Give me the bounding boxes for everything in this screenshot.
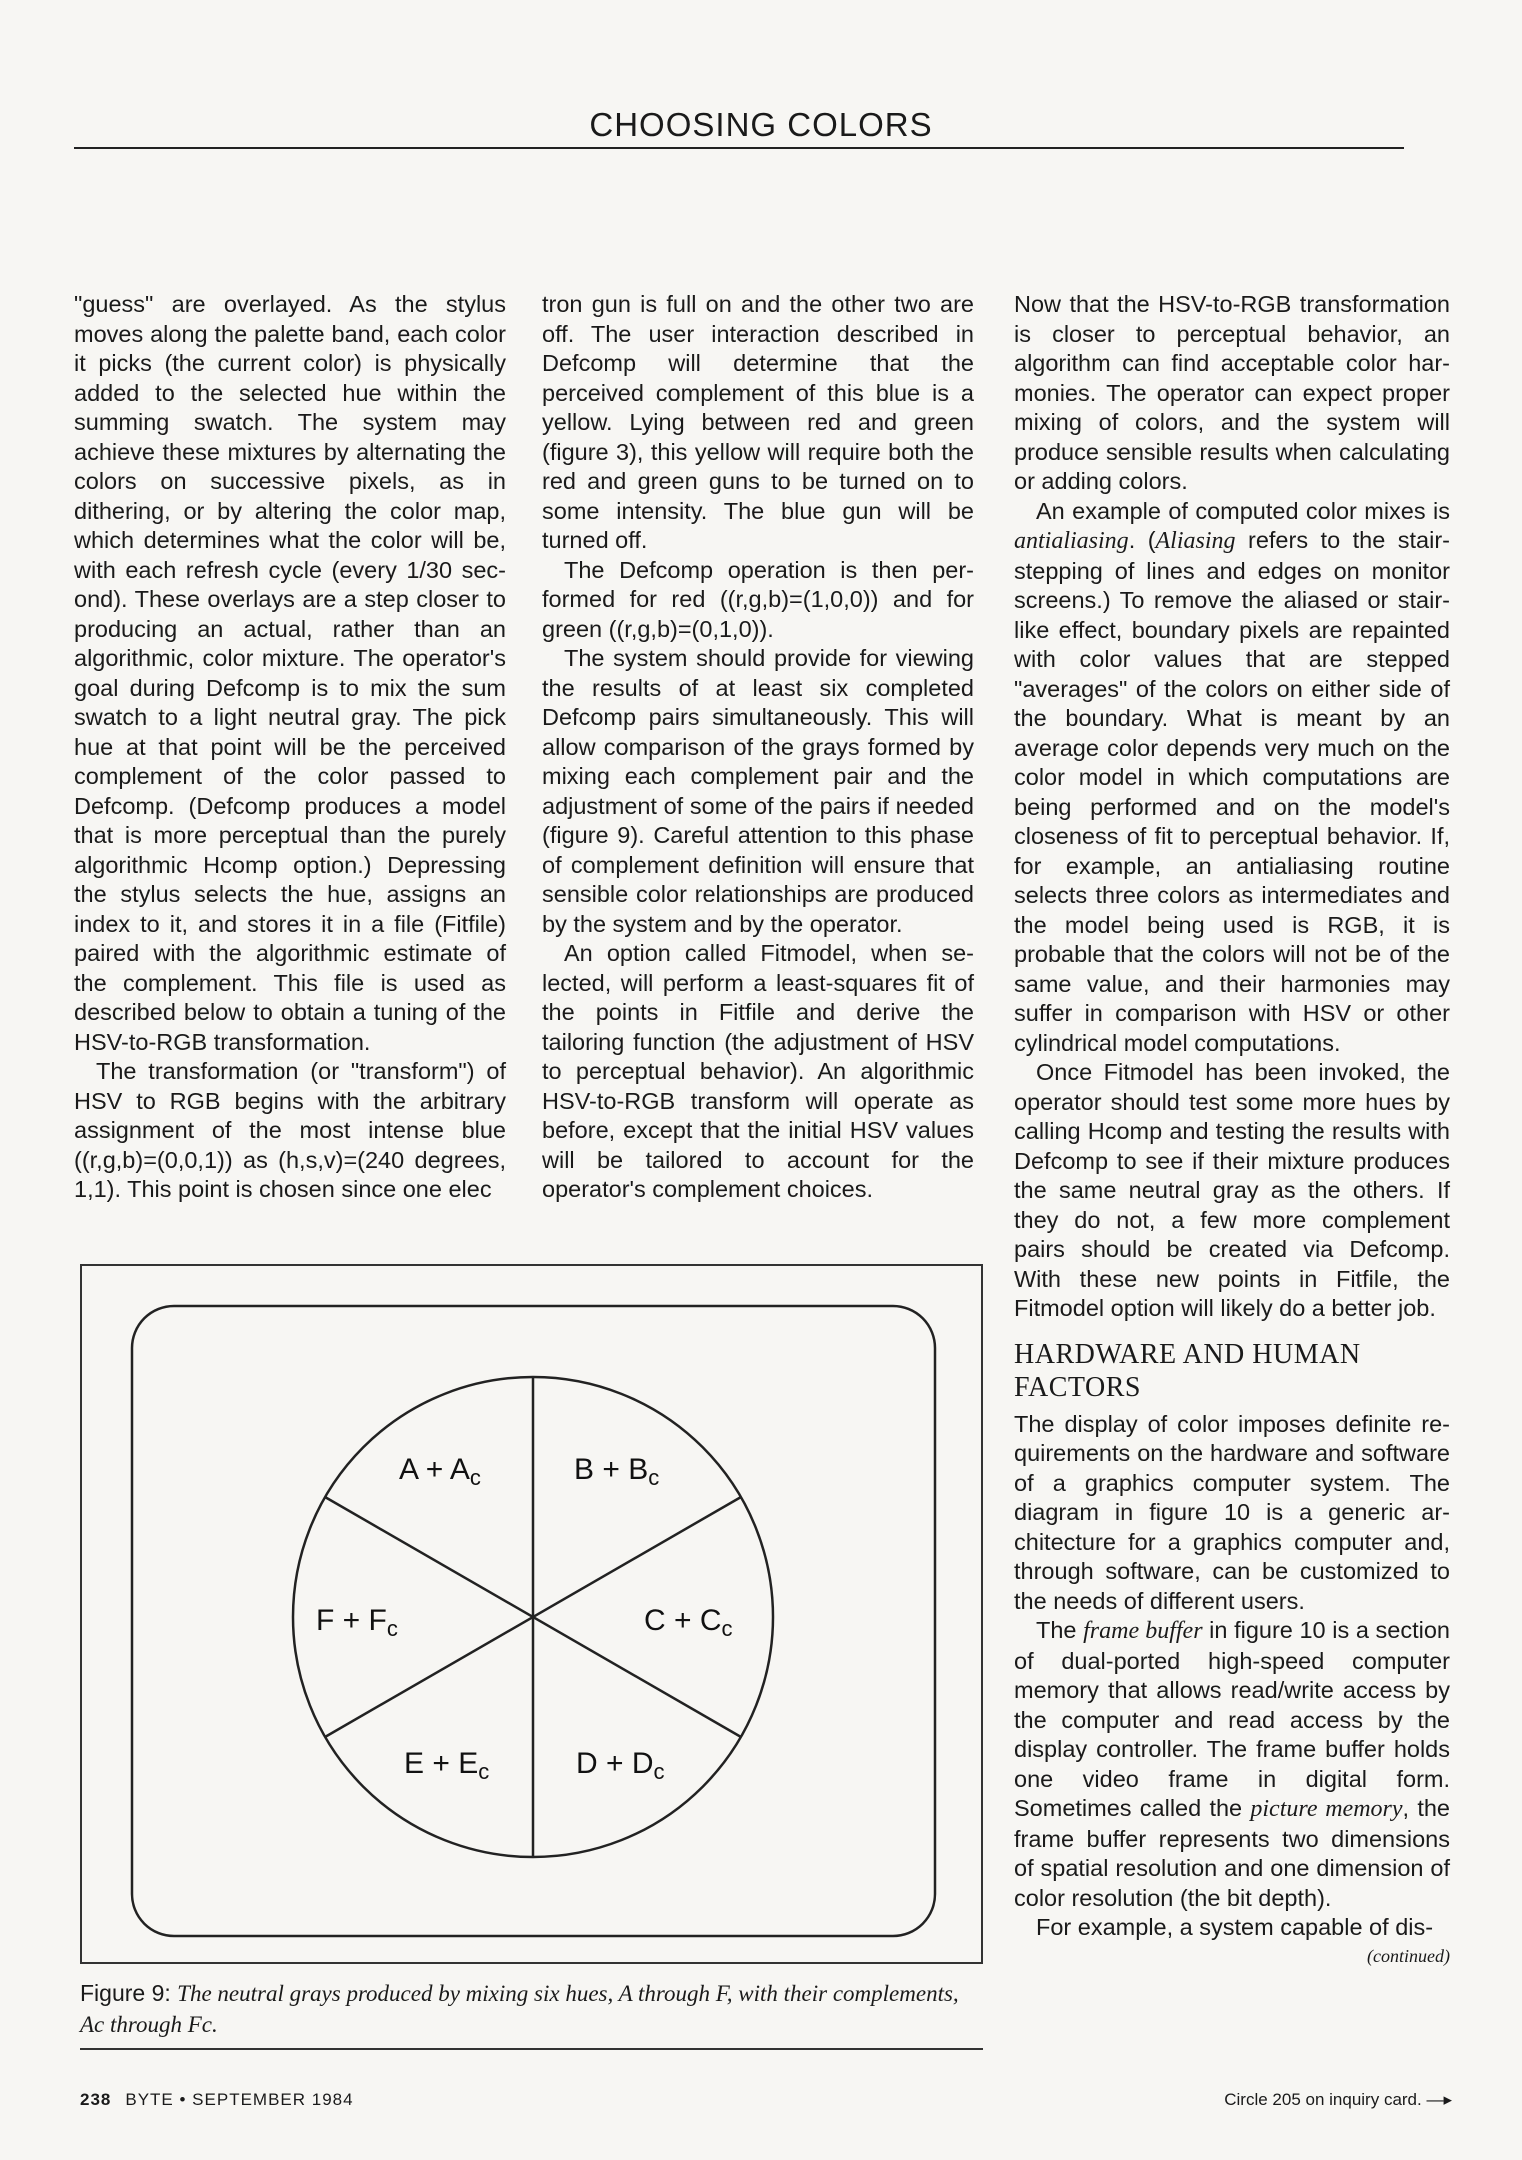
paragraph: tron gun is full on and the other two are off. The user interaction described in Defcomp will determine that the perceived complement of this blue is a yellow. Lying between red and green (figure 3), this yellow will require both the red and green guns to be turned on to some intensity. The blue gun will be turned off. [542,291,974,553]
text-run: refers to the stairstepping of lines and edges on monitor screens.) To remove the aliased or stairlike effect, boundary pixels are repainted with color values that are stepped "averages" of the colors on either side of the boundary. What is meant by an average color depends very much on the color model in which computations are being performed and on the model's closeness of fit to perceptual behavior. If, for example, an antialiasing routine selects three colors as intermediates and the model being used is RGB, it is probable that the colors will not be of the same value, and their harmonies may suffer in comparison with HSV or other cylindrical model computations. [1014,527,1450,1056]
label-main: E + E [404,1747,479,1780]
continued-note: (continued) [1367,1945,1450,1966]
label-main: F + F [316,1604,387,1637]
label-subscript: c [386,1616,398,1641]
label-subscript: c [478,1759,490,1784]
paragraph: An option called Fitmodel, when selected, will perform a least-squares fit of the points in Fitfile and derive the tailoring function (the adjustment of HSV to perceptual behavior). An algorithmic HSV-to-RGB transform will operate as before, except that the initial HSV values will be tailored to account for the operator's complement choices. [542,940,974,1202]
wheel-label-a [399,1453,481,1490]
text-column-2 [542,290,974,1205]
wheel-label-b [574,1453,659,1490]
paragraph: "guess" are overlayed. As the stylus moves along the palette band, each color it picks (the current color) is physically added to the selected hue within the summing swatch. The system may achieve these mixtures by alternating the colors on successive pixels, as in dithering, or by altering the color map, which determines what the color will be, with each refresh cycle (every 1/30 second). These overlays are a step closer to producing an actual, rather than an algorithmic, color mixture. The operator's goal during Defcomp is to mix the sum swatch to a light neutral gray. The pick hue at that point will be the perceived complement of the color passed to Defcomp. (Defcomp produces a model that is more perceptual than the purely algorithmic Hcomp option.) Depressing the stylus selects the hue, assigns an index to it, and stores it in a file (Fitfile) paired with the algorithmic estimate of the complement. This file is used as described below to obtain a tuning of the HSV-to-RGB transformation. [74,291,506,1055]
label-subscript: c [469,1465,481,1490]
paragraph: The system should provide for viewing the results of at least six completed Defcomp pairs simultaneously. This will allow comparison of the grays formed by mixing each complement pair and the adjustment of some of the pairs if needed (figure 9). Careful attention to this phase of complement definition will ensure that sensible color relationships are produced by the system and by the operator. [542,645,974,937]
figure-caption [80,1978,983,2040]
page-number: 238 [80,2090,112,2109]
label-main: A + A [399,1453,470,1486]
term-picture-memory: picture memory [1250,1796,1403,1822]
label-main: B + B [574,1453,649,1486]
wheel-label-f [316,1604,398,1641]
label-main: C + C [644,1604,722,1637]
paragraph: The Defcomp operation is then performed for red ((r,g,b)=(1,0,0)) and for green ((r,g,b)=(0,1,0)). [542,556,974,642]
paragraph [1014,497,1450,1059]
label-subscript: c [653,1759,665,1784]
text-column-3 [1014,290,1450,1969]
label-subscript: c [721,1616,733,1641]
text-run: The [1036,1617,1084,1643]
text-run: An example of computed color mixes is [1036,497,1450,524]
paragraph: Once Fitmodel has been invoked, the operator should test some more hues by calling Hcomp and testing the results with Defcomp to see if their mixture produces the same neutral gray as the others. If they do not, a few more complement pairs should be created via Defcomp. With these new points in Fitfile, the Fitmodel option will likely do a better job. [1014,1059,1450,1321]
term-aliasing: Aliasing [1155,528,1236,554]
section-heading: HARDWARE AND HUMAN FACTORS [1014,1338,1361,1403]
wheel-label-d [576,1747,665,1784]
text-run: . ( [1128,527,1156,553]
figure-9-frame [80,1264,983,1964]
text-run: , the frame buffer represents two dimensions of spatial resolution and one dimension of color resolution (the bit depth). [1014,1795,1450,1911]
paragraph: The display of color imposes definite requirements on the hardware and software of a graphics computer system. The diagram in figure 10 is a generic architecture for a graphics computer and, through software, can be customized to the needs of different users. [1014,1410,1450,1614]
paragraph: For example, a system capable of dis- [1036,1914,1434,1940]
footer-left [80,2090,354,2110]
color-wheel-diagram [82,1266,985,1966]
magazine-issue: BYTE • SEPTEMBER 1984 [125,2090,354,2109]
caption-text: The neutral grays produced by mixing six hues, A through F, with their complements, Ac through Fc. [80,1981,959,2037]
label-main: D + D [576,1747,654,1780]
text-run: in figure 10 is a section of dual-ported high-speed computer memory that allows read/write access by the computer and read access by the display controller. The frame buffer holds one video frame in digital form. Sometimes called the [1014,1617,1450,1821]
page-header-title: CHOOSING COLORS [589,106,933,143]
paragraph: Now that the HSV-to-RGB transformation is closer to perceptual behavior, an algorithm can find acceptable color harmonies. The operator can expect proper mixing of colors, and the system will produce sensible results when calculating or adding colors. [1014,291,1450,494]
caption-label: Figure 9: [80,1980,178,2006]
wheel-label-e [404,1747,489,1784]
term-frame-buffer: frame buffer [1083,1618,1203,1644]
paragraph [1014,1616,1450,1913]
text-column-1 [74,290,506,1205]
header-rule [74,147,1404,149]
caption-rule [80,2048,983,2050]
paragraph: The transformation (or "transform") of HSV to RGB begins with the arbitrary assignment of the most intense blue ((r,g,b)=(0,0,1)) as (h,s,v)=(240 degrees, 1,1). This point is chosen since one elec [74,1058,506,1202]
label-subscript: c [648,1465,660,1490]
term-antialiasing: antialiasing [1014,528,1129,554]
inquiry-note: Circle 205 on inquiry card. —▸ [1224,2090,1452,2109]
wheel-label-c [644,1604,733,1641]
